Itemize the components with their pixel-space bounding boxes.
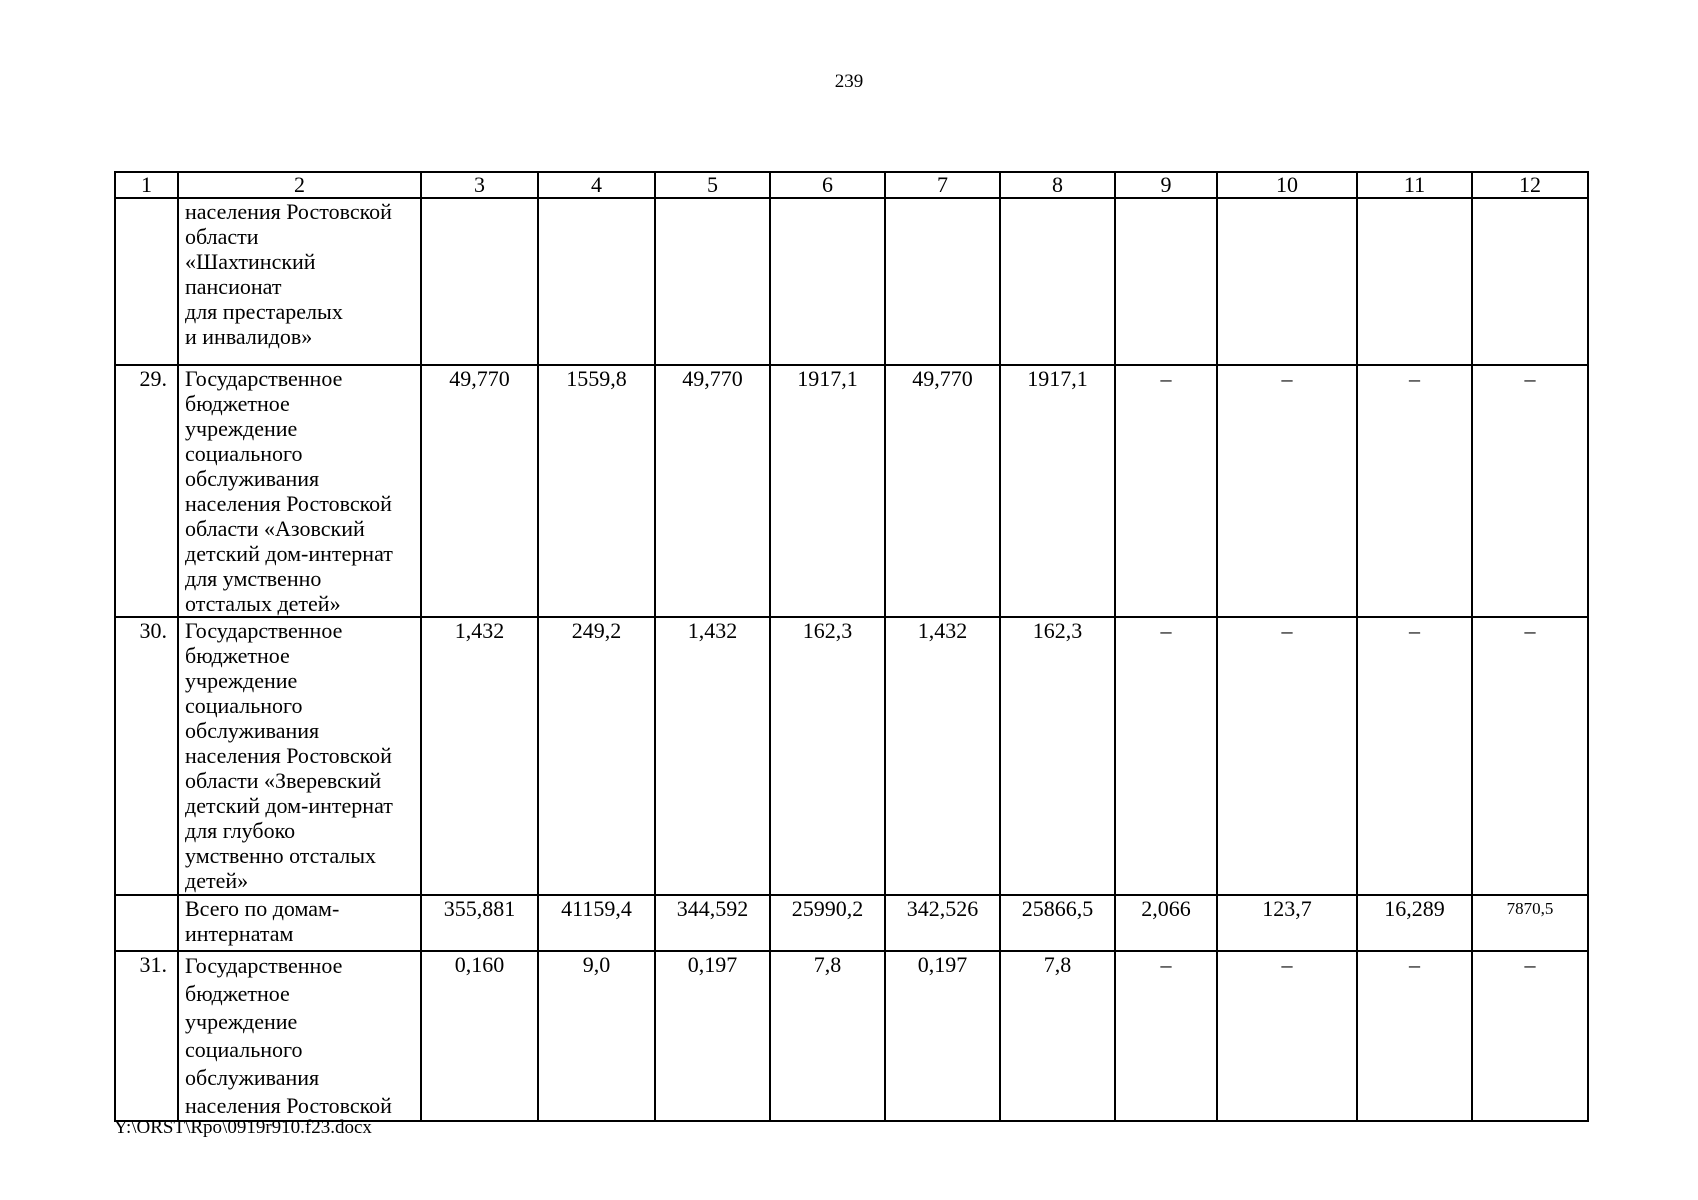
- cell-value: –: [1472, 365, 1588, 617]
- cell-value: [655, 198, 770, 365]
- institution-name: Государственное бюджетное учреждение социального обслуживания населения Ростовской: [178, 951, 421, 1121]
- cell-value: [1357, 198, 1472, 365]
- cell-value: 1,432: [885, 617, 1000, 895]
- cell-value: 25990,2: [770, 895, 885, 951]
- cell-value: 41159,4: [538, 895, 655, 951]
- cell-value: –: [1472, 617, 1588, 895]
- cell-value: 1,432: [655, 617, 770, 895]
- cell-value: [1472, 198, 1588, 365]
- cell-value: 9,0: [538, 951, 655, 1121]
- column-header: 10: [1217, 172, 1357, 198]
- cell-value: 0,160: [421, 951, 538, 1121]
- cell-value: [1217, 198, 1357, 365]
- cell-value: 355,881: [421, 895, 538, 951]
- table-row: [115, 198, 1588, 365]
- cell-value: 7870,5: [1472, 895, 1588, 951]
- cell-value: –: [1357, 617, 1472, 895]
- table-row-total: [115, 895, 1588, 951]
- institution-name: Государственное бюджетное учреждение социального обслуживания населения Ростовской области «Азовский детский дом-интернат для умственно отсталых детей»: [178, 365, 421, 617]
- file-path-footer: Y:\ORST\Rpo\0919r910.f23.docx: [114, 1117, 372, 1138]
- cell-value: –: [1115, 617, 1217, 895]
- cell-value: –: [1115, 365, 1217, 617]
- cell-value: [885, 198, 1000, 365]
- column-header: 1: [115, 172, 178, 198]
- cell-value: [1000, 198, 1115, 365]
- column-header: 6: [770, 172, 885, 198]
- row-number: 30.: [115, 617, 178, 895]
- table-row: [115, 951, 1588, 1121]
- cell-value: 7,8: [1000, 951, 1115, 1121]
- total-label: Всего по домам- интернатам: [178, 895, 421, 951]
- column-header: 2: [178, 172, 421, 198]
- cell-value: 49,770: [421, 365, 538, 617]
- table-row: [115, 365, 1588, 617]
- table-header-row: [115, 172, 1588, 198]
- cell-value: 0,197: [885, 951, 1000, 1121]
- cell-value: 25866,5: [1000, 895, 1115, 951]
- column-header: 5: [655, 172, 770, 198]
- cell-value: 7,8: [770, 951, 885, 1121]
- cell-value: 16,289: [1357, 895, 1472, 951]
- cell-value: –: [1115, 951, 1217, 1121]
- column-header: 12: [1472, 172, 1588, 198]
- row-number: 29.: [115, 365, 178, 617]
- cell-value: –: [1217, 617, 1357, 895]
- cell-value: 162,3: [770, 617, 885, 895]
- table-row: [115, 617, 1588, 895]
- cell-value: –: [1357, 365, 1472, 617]
- row-number: 31.: [115, 951, 178, 1121]
- cell-value: –: [1357, 951, 1472, 1121]
- cell-value: –: [1472, 951, 1588, 1121]
- cell-value: 1559,8: [538, 365, 655, 617]
- cell-value: [770, 198, 885, 365]
- cell-value: –: [1217, 951, 1357, 1121]
- cell-value: 1917,1: [770, 365, 885, 617]
- column-header: 11: [1357, 172, 1472, 198]
- cell-value: 49,770: [885, 365, 1000, 617]
- cell-value: 0,197: [655, 951, 770, 1121]
- column-header: 4: [538, 172, 655, 198]
- institution-name: Государственное бюджетное учреждение социального обслуживания населения Ростовской области «Зверевский детский дом-интернат для глубоко умственно отсталых детей»: [178, 617, 421, 895]
- cell-value: [1115, 198, 1217, 365]
- cell-value: 249,2: [538, 617, 655, 895]
- column-header: 7: [885, 172, 1000, 198]
- cell-value: 342,526: [885, 895, 1000, 951]
- cell-value: 1,432: [421, 617, 538, 895]
- column-header: 8: [1000, 172, 1115, 198]
- page-number: 239: [834, 71, 864, 92]
- cell-value: 344,592: [655, 895, 770, 951]
- cell-value: 162,3: [1000, 617, 1115, 895]
- cell-value: 123,7: [1217, 895, 1357, 951]
- cell-value: [538, 198, 655, 365]
- column-header: 3: [421, 172, 538, 198]
- row-number: [115, 895, 178, 951]
- cell-value: 49,770: [655, 365, 770, 617]
- row-number: [115, 198, 178, 365]
- column-header: 9: [1115, 172, 1217, 198]
- cell-value: 1917,1: [1000, 365, 1115, 617]
- institution-name: населения Ростовской области «Шахтинский пансионат для престарелых и инвалидов»: [178, 198, 421, 365]
- cell-value: [421, 198, 538, 365]
- data-table: [114, 171, 1589, 1122]
- cell-value: –: [1217, 365, 1357, 617]
- cell-value: 2,066: [1115, 895, 1217, 951]
